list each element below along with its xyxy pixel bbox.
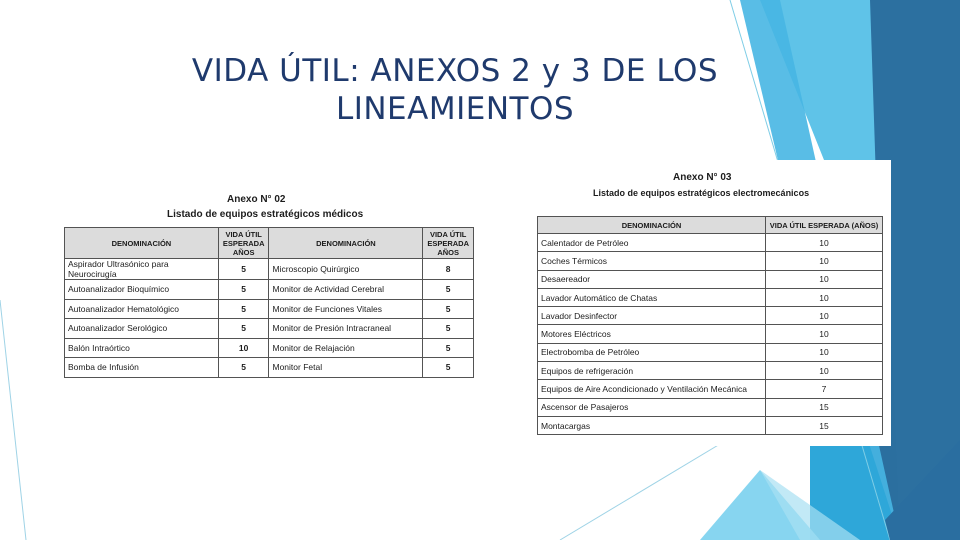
table-cell-name: Ascensor de Pasajeros bbox=[538, 398, 766, 416]
table-cell-years: 5 bbox=[423, 358, 474, 378]
table-cell-years: 8 bbox=[423, 259, 474, 280]
table-row bbox=[538, 288, 883, 306]
table-cell-years: 10 bbox=[766, 270, 883, 288]
anexo-02-table bbox=[64, 227, 474, 378]
table-row bbox=[538, 380, 883, 398]
table-header-row bbox=[538, 217, 883, 234]
table-cell-name: Lavador Desinfector bbox=[538, 307, 766, 325]
table-cell-years: 10 bbox=[218, 338, 269, 358]
table-row bbox=[65, 338, 474, 358]
table-row bbox=[538, 362, 883, 380]
table-cell-name: Equipos de Aire Acondicionado y Ventilación Mecánica bbox=[538, 380, 766, 398]
slide-title-line2: LINEAMIENTOS bbox=[335, 91, 575, 127]
table-cell-name: Balón Intraórtico bbox=[65, 338, 219, 358]
table-cell-years: 10 bbox=[766, 234, 883, 252]
table-cell-name: Electrobomba de Petróleo bbox=[538, 343, 766, 361]
table-row bbox=[538, 343, 883, 361]
table-cell-years: 10 bbox=[766, 252, 883, 270]
table-cell-years: 10 bbox=[766, 288, 883, 306]
column-header: DENOMINACIÓN bbox=[65, 228, 219, 259]
table-cell-name: Lavador Automático de Chatas bbox=[538, 288, 766, 306]
table-header-row bbox=[65, 228, 474, 259]
column-header: DENOMINACIÓN bbox=[269, 228, 423, 259]
table-cell-years: 5 bbox=[218, 319, 269, 339]
table-row bbox=[65, 299, 474, 319]
anexo-03-image bbox=[533, 160, 891, 446]
table-cell-years: 15 bbox=[766, 398, 883, 416]
table-cell-years: 5 bbox=[423, 319, 474, 339]
anexo-02-heading: Anexo N° 02 bbox=[227, 194, 286, 205]
table-cell-name: Calentador de Petróleo bbox=[538, 234, 766, 252]
table-cell-name: Bomba de Infusión bbox=[65, 358, 219, 378]
table-cell-name: Equipos de refrigeración bbox=[538, 362, 766, 380]
table-cell-years: 7 bbox=[766, 380, 883, 398]
table-cell-name: Monitor de Presión Intracraneal bbox=[269, 319, 423, 339]
column-header: VIDA ÚTIL ESPERADA AÑOS bbox=[218, 228, 269, 259]
table-cell-name: Microscopio Quirúrgico bbox=[269, 259, 423, 280]
anexo-02-subheading: Listado de equipos estratégicos médicos bbox=[167, 209, 364, 220]
table-cell-years: 10 bbox=[766, 362, 883, 380]
table-row bbox=[538, 398, 883, 416]
table-cell-name: Autoanalizador Hematológico bbox=[65, 299, 219, 319]
column-header: DENOMINACIÓN bbox=[538, 217, 766, 234]
anexo-03-table bbox=[537, 216, 883, 435]
table-cell-years: 5 bbox=[423, 280, 474, 300]
anexo-02-image bbox=[62, 190, 476, 400]
table-cell-years: 5 bbox=[423, 299, 474, 319]
table-row bbox=[65, 319, 474, 339]
table-row bbox=[538, 416, 883, 434]
slide-title-line1: VIDA ÚTIL: ANEXOS 2 y 3 DE LOS bbox=[191, 53, 719, 89]
table-row bbox=[65, 358, 474, 378]
table-cell-name: Monitor de Relajación bbox=[269, 338, 423, 358]
table-cell-years: 10 bbox=[766, 307, 883, 325]
table-row bbox=[65, 259, 474, 280]
table-cell-name: Aspirador Ultrasónico para Neurocirugía bbox=[65, 259, 219, 280]
table-cell-years: 5 bbox=[218, 280, 269, 300]
table-cell-name: Monitor Fetal bbox=[269, 358, 423, 378]
table-row bbox=[538, 234, 883, 252]
table-cell-name: Monitor de Actividad Cerebral bbox=[269, 280, 423, 300]
table-row bbox=[65, 280, 474, 300]
table-cell-name: Montacargas bbox=[538, 416, 766, 434]
table-row bbox=[538, 307, 883, 325]
column-header: VIDA ÚTIL ESPERADA AÑOS bbox=[423, 228, 474, 259]
table-row bbox=[538, 252, 883, 270]
anexo-03-subheading: Listado de equipos estratégicos electromecánicos bbox=[593, 188, 810, 198]
slide-title bbox=[150, 52, 760, 128]
table-cell-name: Motores Eléctricos bbox=[538, 325, 766, 343]
table-cell-years: 5 bbox=[423, 338, 474, 358]
table-cell-name: Autoanalizador Serológico bbox=[65, 319, 219, 339]
table-cell-name: Autoanalizador Bioquímico bbox=[65, 280, 219, 300]
table-cell-years: 5 bbox=[218, 299, 269, 319]
table-cell-name: Desaereador bbox=[538, 270, 766, 288]
table-cell-years: 10 bbox=[766, 325, 883, 343]
table-cell-name: Coches Térmicos bbox=[538, 252, 766, 270]
table-cell-years: 5 bbox=[218, 358, 269, 378]
table-row bbox=[538, 270, 883, 288]
table-cell-name: Monitor de Funciones Vitales bbox=[269, 299, 423, 319]
table-cell-years: 5 bbox=[218, 259, 269, 280]
anexo-03-heading: Anexo N° 03 bbox=[673, 172, 732, 183]
column-header: VIDA ÚTIL ESPERADA (AÑOS) bbox=[766, 217, 883, 234]
table-cell-years: 15 bbox=[766, 416, 883, 434]
table-cell-years: 10 bbox=[766, 343, 883, 361]
table-row bbox=[538, 325, 883, 343]
